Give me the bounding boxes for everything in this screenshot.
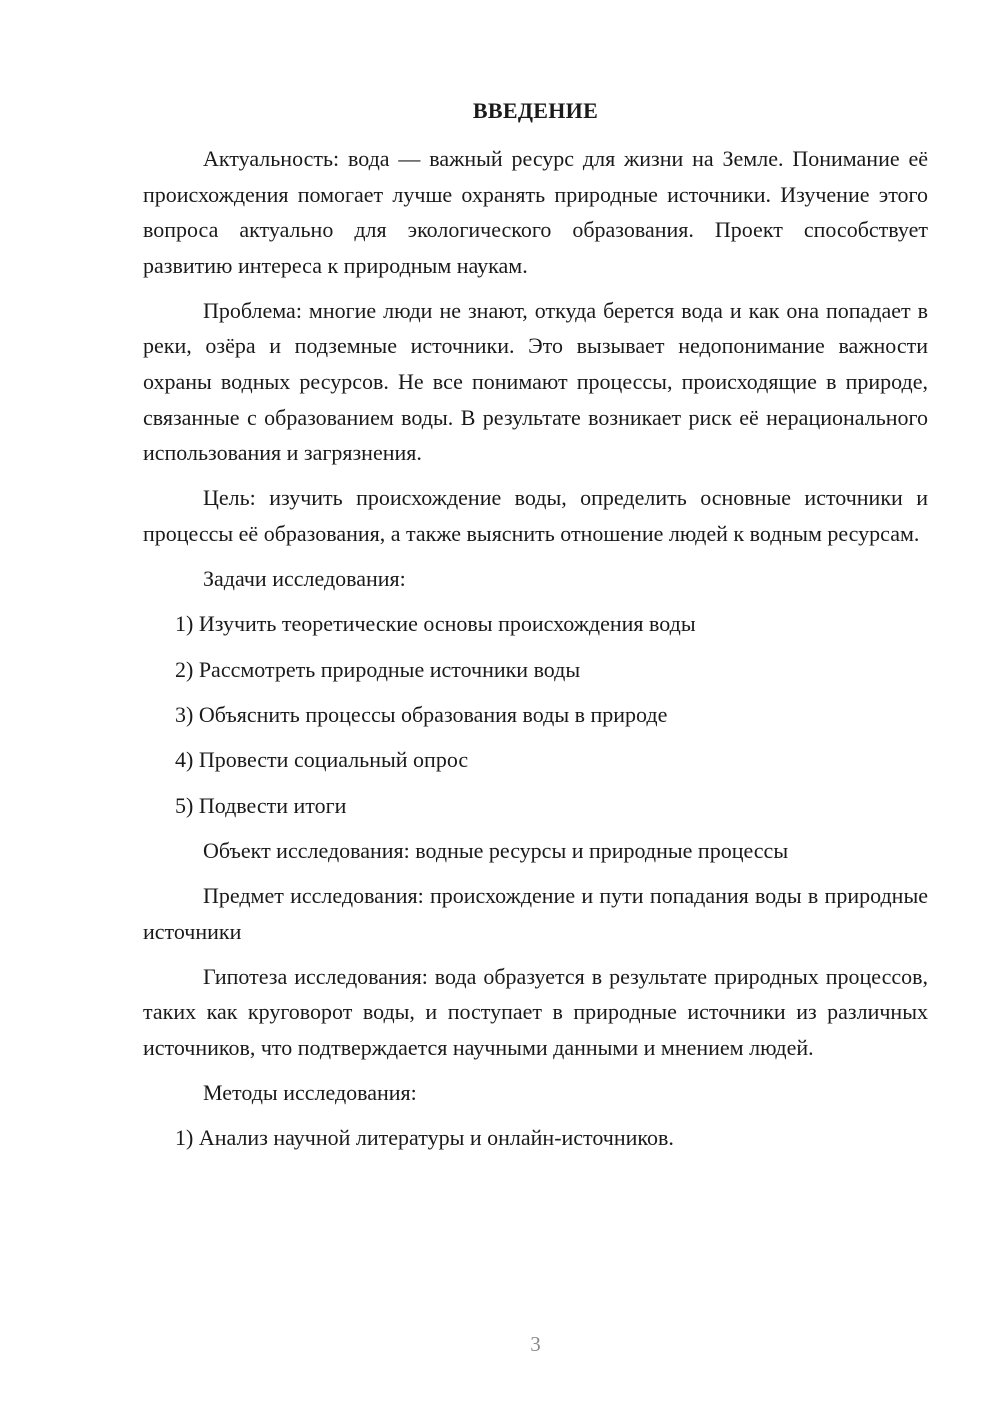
goal-paragraph: Цель: изучить происхождение воды, определить основные источники и процессы её образования, а также выяснить отношение людей к водным ресурсам. [143,485,928,546]
task-item-1: 1) Изучить теоретические основы происхождения воды [175,611,696,637]
method-item-1: 1) Анализ научной литературы и онлайн-источников. [175,1125,674,1151]
page-number: 3 [530,1332,541,1356]
task-item-4: 4) Провести социальный опрос [175,747,469,773]
subject-paragraph: Предмет исследования: происхождение и пути попадания воды в природные источники [143,883,928,944]
relevance-paragraph: Актуальность: вода — важный ресурс для жизни на Земле. Понимание её происхождения помогает лучше охранять природные источники. Изучение этого вопроса актуально для экологического образования. Проект способствует развитию интереса к природным наукам. [143,146,928,278]
hypothesis-paragraph: Гипотеза исследования: вода образуется в результате природных процессов, таких как круговорот воды, и поступает в природные источники из различных источников, что подтверждается научными данными и мнением людей. [143,963,928,1061]
tasks-heading: Задачи исследования: [203,566,406,592]
task-item-5: 5) Подвести итоги [175,792,347,818]
problem-paragraph: Проблема: многие люди не знают, откуда берется вода и как она попадает в реки, озёра и подземные источники. Это вызывает недопонимание важности охраны водных ресурсов. Не все понимают процессы, происходящие в природе, связанные с образованием воды. В результате возникает риск её нерационального использования и загрязнения. [143,297,928,466]
task-item-3: 3) Объяснить процессы образования воды в природе [175,701,668,727]
task-item-2: 2) Рассмотреть природные источники воды [175,656,581,682]
object-paragraph: Объект исследования: водные ресурсы и природные процессы [203,838,789,864]
methods-heading: Методы исследования: [203,1080,417,1106]
document-body [143,141,928,1166]
document-page [143,0,928,1414]
section-title: ВВЕДЕНИЕ [472,98,599,123]
